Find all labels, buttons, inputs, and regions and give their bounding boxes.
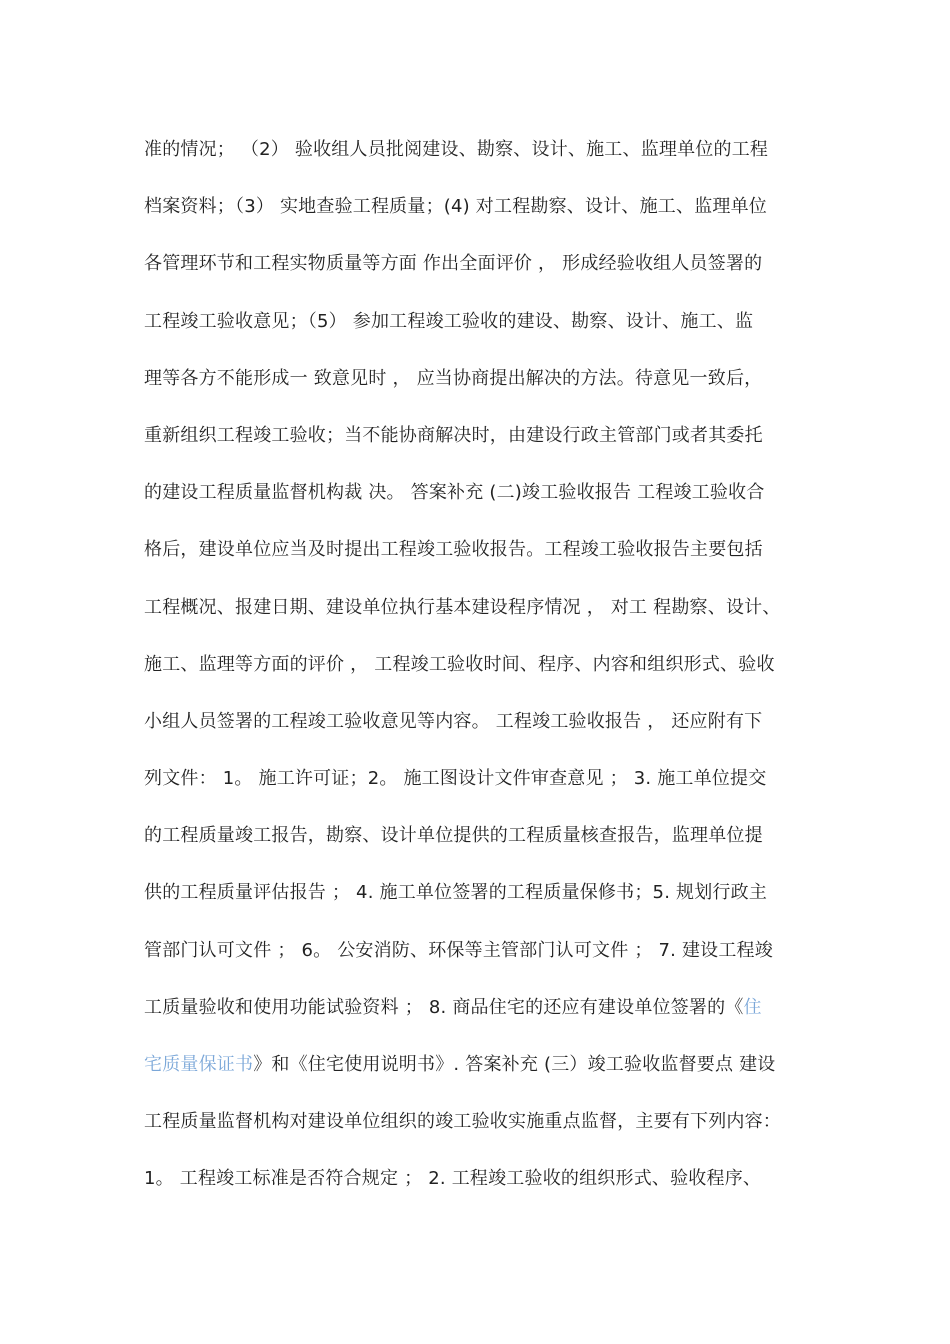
text-line: 档案资料；（3） 实地查验工程质量；(4) 对工程勘察、设计、施工、监理单位 xyxy=(144,196,767,218)
text-line: 工质量验收和使用功能试验资料 ； 8. 商品住宅的还应有建设单位签署的《住 xyxy=(144,996,762,1018)
text-line: 列文件： 1。 施工许可证；2。 施工图设计文件审查意见 ； 3. 施工单位提交 xyxy=(144,768,767,790)
text-line: 各管理环节和工程实物质量等方面 作出全面评价 ， 形成经验收组人员签署的 xyxy=(144,253,763,275)
text-line: 管部门认可文件 ； 6。 公安消防、环保等主管部门认可文件 ； 7. 建设工程竣 xyxy=(144,939,773,961)
text-line: 的建设工程质量监督机构裁 决。 答案补充 (二)竣工验收报告 工程竣工验收合 xyxy=(144,482,765,504)
text-line: 宅质量保证书》和《住宅使用说明书》. 答案补充 (三）竣工验收监督要点 建设 xyxy=(144,1054,776,1075)
text-line: 理等各方不能形成一 致意见时 ， 应当协商提出解决的方法。待意见一致后， xyxy=(144,367,763,389)
housing-quality-guarantee-link-continued[interactable]: 宅质量保证书 xyxy=(144,1054,254,1075)
text-line: 的工程质量竣工报告，勘察、设计单位提供的工程质量核查报告，监理单位提 xyxy=(144,825,763,847)
text-line: 工程竣工验收意见；（5） 参加工程竣工验收的建设、勘察、设计、施工、监 xyxy=(144,310,754,332)
body-text xyxy=(144,121,844,1208)
text-line: 工程质量监督机构对建设单位组织的竣工验收实施重点监督，主要有下列内容： xyxy=(144,1111,781,1133)
text-line: 准的情况； （2） 验收组人员批阅建设、勘察、设计、施工、监理单位的工程 xyxy=(144,139,769,160)
text-line: 工程概况、报建日期、建设单位执行基本建设程序情况 ， 对工 程勘察、设计、 xyxy=(144,596,781,618)
text-line: 小组人员签署的工程竣工验收意见等内容。 工程竣工验收报告 ， 还应附有下 xyxy=(144,710,763,732)
text-line: 格后，建设单位应当及时提出工程竣工验收报告。工程竣工验收报告主要包括 xyxy=(144,539,763,561)
text-line: 供的工程质量评估报告 ； 4. 施工单位签署的工程质量保修书；5. 规划行政主 xyxy=(144,882,768,904)
text-line: 施工、监理等方面的评价 ， 工程竣工验收时间、程序、内容和组织形式、验收 xyxy=(144,653,775,675)
housing-quality-guarantee-link[interactable]: 住 xyxy=(743,996,762,1018)
text-line: 1。 工程竣工标准是否符合规定 ； 2. 工程竣工验收的组织形式、验收程序、 xyxy=(144,1168,762,1190)
text-line: 重新组织工程竣工验收；当不能协商解决时，由建设行政主管部门或者其委托 xyxy=(144,424,763,446)
